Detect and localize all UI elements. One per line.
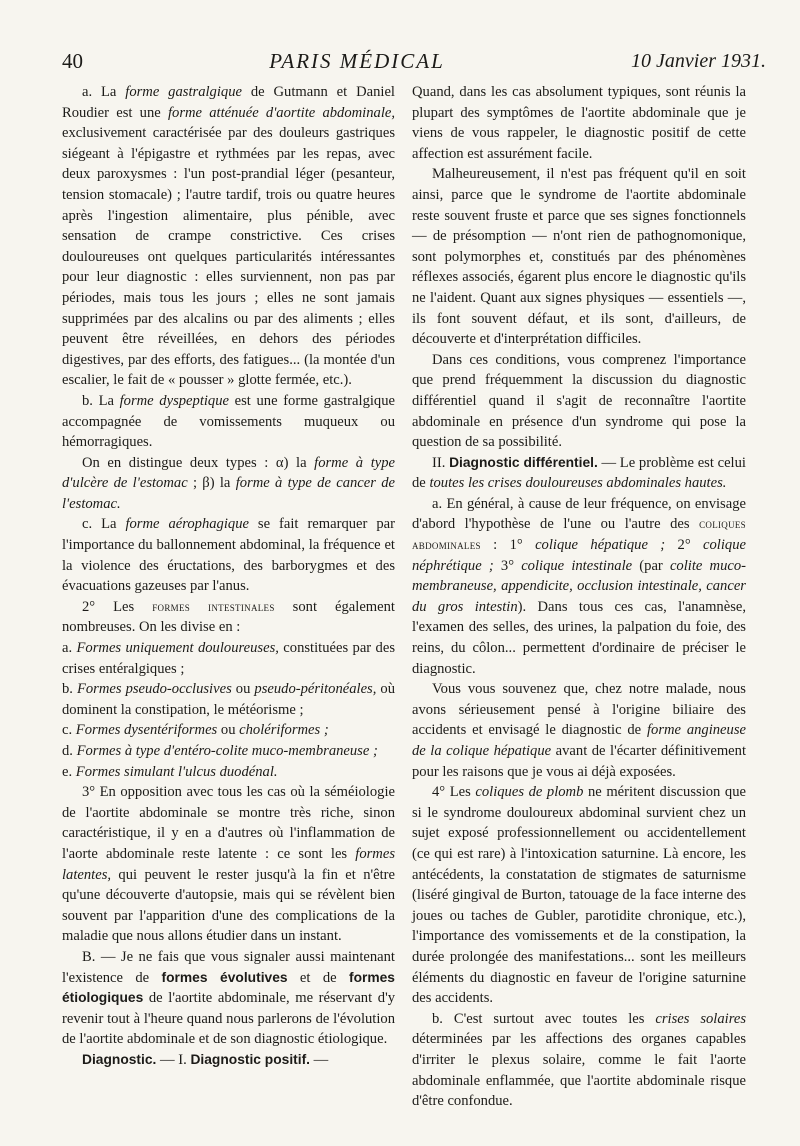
list-item: e. Formes simulant l'ulcus duodénal. (62, 763, 278, 780)
paragraph-types: On en distingue deux types : α) la forme à type d'ulcère de l'estomac ; β) la forme à type de cancer de l'estomac. (62, 454, 395, 512)
section-heading-diagnostic: Diagnostic. — I. Diagnostic positif. — (82, 1051, 329, 1068)
left-column (62, 82, 395, 1071)
paragraph-quand: Quand, dans les cas absolument typiques, sont réunis la plupart des symptômes de l'aortite abdominale que je viens de vous rappeler, le diagnostic positif de cette affection est assurément facile. (412, 84, 746, 162)
list-item: d. Formes à type d'entéro-colite muco-membraneuse ; (62, 743, 378, 759)
paragraph-coliques-de-plomb: 4° Les coliques de plomb ne méritent discussion que si le syndrome douloureux abdominal survient chez un sujet exposé professionnellement ou accidentellement (ce qui est rare) à l'intoxication saturnine. Là encore, les antécédents, la constatation de stigmates de saturnisme (liséré gingival de Burton, tatouage de la face interne des joues ou taches de Gubler, parotidite chronique, etc.), l'importance des vomissements et de la constipation, la durée prolongée des manifestations... sont les meilleurs éléments du diagnostic en faveur de l'origine saturnine des accidents. (412, 784, 746, 1007)
journal-title: PARIS MÉDICAL (269, 48, 445, 73)
paragraph-malheureusement: Malheureusement, il n'est pas fréquent qu'il en soit ainsi, parce que le syndrome de l'aortite abdominale reste souvent fruste et parce que ses signes fonctionnels — de présomption — n'ont rien de pathognomonique, sont polymorphes et, constitués par des phénomènes réflexes associés, égarent plus encore le diagnostic qu'ils ne l'aident. Quant aux signes physiques — essentiels —, ils font souvent défaut, et ils sont, d'ailleurs, de découverte et d'interprétation difficiles. (412, 166, 746, 348)
paragraph-forme-dyspeptique: b. La forme dyspeptique est une forme gastralgique accompagnée de vomissements muqueux ou hémorragiques. (62, 392, 395, 451)
issue-date: 10 Janvier 1931. (631, 49, 766, 72)
paragraph-forme-gastralgique: a. La forme gastralgique de Gutmann et Daniel Roudier est une forme atténuée d'aortite abdominale, exclusivement caractérisée par des douleurs gastriques siégeant à l'épigastre et rythmées par les repas, avec deux paroxysmes : l'un post-prandial léger (pesanteur, tension stomacale) ; l'autre tardif, trois ou quatre heures après l'ingestion alimentaire, plus pénible, avec sensation de crampe constrictive. Ces crises douloureuses ont quelques particularités intéressantes pour leur diagnostic : elles surviennent, non pas par périodes, mais tous les jours ; elles ne sont jamais supprimées par des alcalins ou par des aliments ; elles peuvent être réveillées, en dehors des périodes digestives, par des efforts, des fatigues... (la montée d'un escalier, le fait de « pousser » glotte fermée, etc.). (62, 84, 395, 389)
paragraph-formes-evolutives: B. — Je ne fais que vous signaler aussi maintenant l'existence de formes évolutives et de formes étiologiques de l'aortite abdominale, me réservant d'y revenir tout à l'heure quand nous parlerons de l'évolution de l'aortite abdominale et de son diagnostic étiologique. (62, 948, 395, 1048)
list-item: c. Formes dysentériformes ou cholériformes ; (62, 722, 329, 739)
paragraph-coliques: a. En général, à cause de leur fréquence, on envisage d'abord l'hypothèse de l'une ou l'autre des coliques abdominales : 1° colique hépatique ; 2° colique néphrétique ; 3° colique intestinale (par colite muco-membraneuse, appendicite, occlusion intestinale, cancer du gros intestin). Dans tous ces cas, l'anamnèse, l'examen des selles, des urines, la palpation du foie, des reins, du côlon... permettent d'ordinaire de préciser le diagnostic. (412, 495, 747, 677)
section-heading-diagnostic-differentiel: II. Diagnostic différentiel. — Le problème est celui de toutes les crises douloureuses abdominales hautes. (412, 454, 746, 492)
paragraph-forme-aerophagique: c. La forme aérophagique se fait remarquer par l'importance du ballonnement abdominal, la fréquence et la violence des éructations, des barborygmes et des évacuations gazeuses par l'anus. (62, 516, 395, 595)
list-item: a. Formes uniquement douloureuses, constituées par des crises entéralgiques ; (62, 640, 395, 677)
page-header (62, 46, 766, 76)
paragraph-vous-vous-souvenez: Vous vous souvenez que, chez notre malade, nous avons sérieusement pensé à l'origine biliaire des accidents et envisagé le diagnostic de forme angineuse de la colique hépatique avant de l'écarter définitivement pour les raisons que je vous ai déjà exposées. (412, 681, 746, 780)
page-number: 40 (62, 48, 83, 73)
list-item: b. Formes pseudo-occlusives ou pseudo-péritonéales, où dominent la constipation, le météorisme ; (62, 681, 396, 718)
paragraph-dans-ces-conditions: Dans ces conditions, vous comprenez l'importance que prend fréquemment la discussion du diagnostic différentiel quand il s'agit de reconnaître l'aortite abdominale en présence d'un syndrome qui pose la question de sa possibilité. (412, 351, 746, 451)
paragraph-formes-latentes: 3° En opposition avec tous les cas où la séméiologie de l'aortite abdominale se montre très riche, sinon caractéristique, il y en a d'autres où l'inflammation de l'aorte abdominale reste latente : ce sont les formes latentes, qui peuvent le rester jusqu'à la fin et n'être qu'une découverte d'autopsie, mais qui se révèlent bien souvent par l'apparition d'une des complications de la maladie que nous allons étudier dans un instant. (62, 784, 395, 945)
right-column (412, 82, 746, 1112)
paragraph-crises-solaires: b. C'est surtout avec toutes les crises solaires déterminées par les affections des organes capables d'irriter le plexus solaire, comme le fait l'aorte abdominale enflammée, que l'aortite abdominale risque d'être confondue. (412, 1010, 746, 1110)
paragraph-formes-intestinales: 2° Les formes intestinales sont également nombreuses. On les divise en : (62, 598, 395, 636)
